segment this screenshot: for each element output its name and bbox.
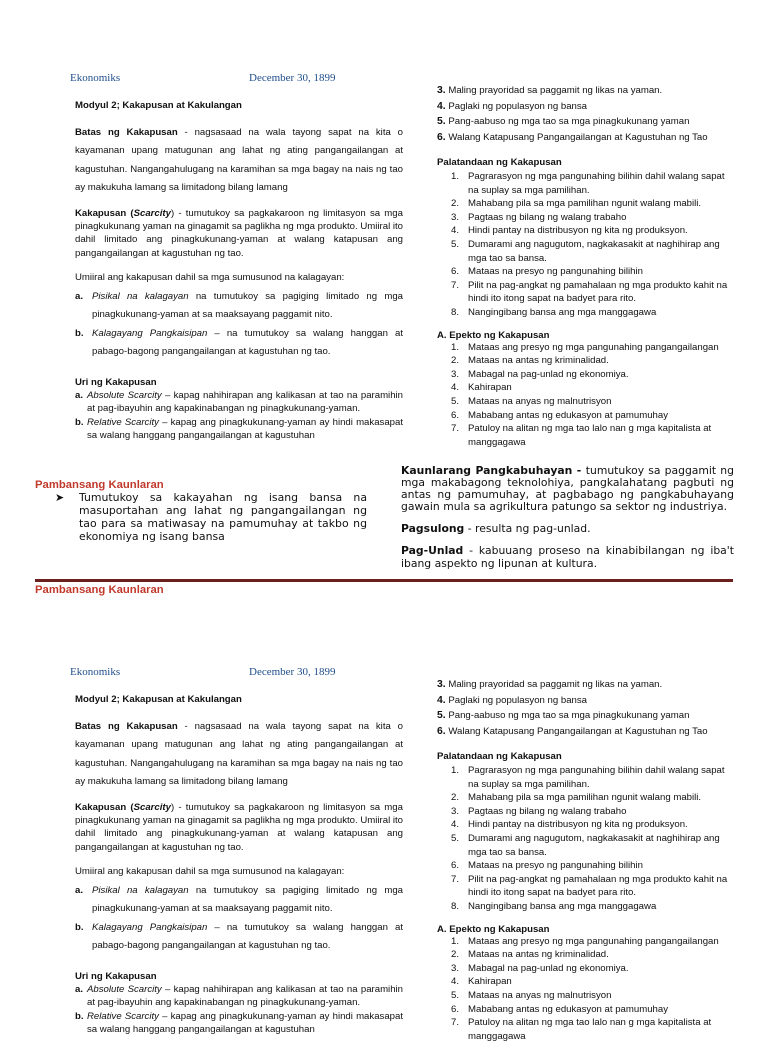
header-subject: Ekonomiks (70, 666, 121, 678)
list-item: b. Kalagayang Pangkaisipan – na tumutukoy sa walang hanggan at pabago-bagong pangangailangan at kagustuhan ng tao. (75, 327, 403, 358)
list-item: 5. Pang-aabuso ng mga tao sa mga pinagkukunang yaman (437, 116, 690, 127)
list-item: 2. Mataas na antas ng kriminalidad. (451, 355, 609, 367)
list-item: 3. Maling prayoridad sa paggamit ng likas na yaman. (437, 679, 663, 690)
list-item: 6. Walang Katapusang Pangangailangan at Kagustuhan ng Tao (437, 131, 708, 143)
uri-list (75, 389, 403, 443)
list-item: 7. Pilit na pag-angkat ng pamahalaan ng mga produkto kahit na hindi ito itong sapat na badyet para rito. (451, 279, 728, 305)
pagsulong-paragraph: Pagsulong - resulta ng pag-unlad. (401, 522, 591, 536)
module-title: Modyul 2; Kakapusan at Kakulangan (75, 694, 242, 705)
list-item: 3. Mabagal na pag-unlad ng ekonomiya. (451, 368, 629, 380)
list-item: 6. Mababang antas ng edukasyon at pamumuhay (451, 409, 669, 421)
list-item: 4. Kahirapan (451, 976, 512, 988)
list-item: 3. Pagtaas ng bilang ng walang trabaho (451, 805, 627, 817)
list-item: 5. Mataas na anyas ng malnutrisyon (451, 989, 612, 1001)
pambansa-bullet: ➤ Tumutukoy sa kakayahan ng isang bansa na masuportahan ang lahat ng pangangailangan ng tao para sa matiwasay na pamumuhay at takbo ng ekonomiya ng isang bansa (55, 491, 367, 543)
list-item: 4. Hindi pantay na distribusyon ng kita ng produksyon. (451, 225, 688, 237)
palatandaan-list (437, 170, 737, 320)
epekto-list (437, 341, 737, 450)
palatandaan-title: Palatandaan ng Kakapusan (437, 751, 562, 762)
list-item: 1. Pagrarasyon ng mga pangunahing bilihin dahil walang sapat na suplay sa mga pamilihan. (451, 765, 725, 790)
uri-list (75, 983, 403, 1037)
sanhi-list (437, 677, 737, 739)
list-item: 4. Paglaki ng populasyon ng bansa (437, 694, 588, 706)
list-item: a. Absolute Scarcity – kapag nahihirapan ang kalikasan at tao na paramihin at pag-ibayuhin ang kapakinabangan ng pinagkukunang-yaman. (75, 390, 403, 415)
list-item: 3. Pagtaas ng bilang ng walang trabaho (451, 211, 627, 223)
pagunlad-paragraph: Pag-Unlad - kabuuang proseso na kinabibilangan ng iba't ibang aspekto ng lipunan at kultura. (401, 544, 734, 570)
umiiral-intro: Umiiral ang kakapusan dahil sa mga sumusunod na kalagayan: (75, 866, 345, 878)
list-item: 4. Hindi pantay na distribusyon ng kita ng produksyon. (451, 819, 688, 831)
right-column (437, 83, 737, 449)
epekto-title: A. Epekto ng Kakapusan (437, 923, 550, 935)
list-item: 2. Mataas na antas ng kriminalidad. (451, 949, 609, 961)
list-item: b. Kalagayang Pangkaisipan – na tumutukoy sa walang hanggan at pabago-bagong pangangailangan at kagustuhan ng tao. (75, 921, 403, 952)
list-item: 4. Paglaki ng populasyon ng bansa (437, 100, 588, 112)
umiiral-list (75, 288, 403, 362)
section-divider (35, 579, 733, 582)
header-date: December 30, 1899 (249, 72, 336, 84)
list-item: b. Relative Scarcity – kapag ang pinagkukunang-yaman ay hindi makasapat sa walang hanggang pangangailangan at kagustuhan (75, 416, 403, 442)
list-item: 1. Pagrarasyon ng mga pangunahing bilihin dahil walang sapat na suplay sa mga pamilihan. (451, 171, 725, 196)
uri-section (75, 970, 403, 1037)
list-item: 6. Mababang antas ng edukasyon at pamumuhay (451, 1003, 669, 1015)
epekto-title: A. Epekto ng Kakapusan (437, 329, 550, 341)
epekto-list (437, 935, 737, 1043)
kakapusan-paragraph: Kakapusan (Scarcity) - tumutukoy sa pagkakaroon ng limitasyon sa mga pinagkukunang yaman na ginagamit sa paglikha ng mga produkto. Umiiral ito dahil limitado ang pinagkukunang-yaman at walang katapusan ang pangangailangan at kagustuhan ng tao. (75, 801, 403, 853)
right-column (437, 677, 737, 1043)
left-column (75, 691, 403, 1037)
palatandaan-list (437, 764, 737, 914)
list-item: 3. Mabagal na pag-unlad ng ekonomiya. (451, 962, 629, 974)
list-item: 2. Mahabang pila sa mga pamilihan ngunit walang mabili. (451, 792, 702, 804)
sanhi-list (437, 83, 737, 145)
arrow-bullet-icon: ➤ (55, 491, 65, 504)
uri-title: Uri ng Kakapusan (75, 376, 157, 388)
list-item: a. Pisikal na kalagayan na tumutukoy sa pagiging limitado ng mga pinagkukunang-yaman at sa maaksayang paggamit nito. (75, 290, 403, 321)
header-date: December 30, 1899 (249, 666, 336, 678)
pambansa-title: Pambansang Kaunlaran (35, 479, 164, 491)
kaunlarang-paragraph: Kaunlarang Pangkabuhayan - tumutukoy sa paggamit ng mga makabagong teknolohiya, pangkalahatang pagbuti ng antas ng pamumuhay, at pagbabago ng pangkabuhayang gawain mula sa agrikultura patungo sa sektor ng industriya. (401, 464, 734, 514)
list-item: 6. Walang Katapusang Pangangailangan at Kagustuhan ng Tao (437, 725, 708, 737)
batas-paragraph: Batas ng Kakapusan - nagsasaad na wala tayong sapat na kita o kayamanan upang matugunan ang lahat ng ating pangangailangan at kagustuhan. Nangangahulugang na karamihan sa mga bagay na nais ng tao ay makukuha lamang sa limitadong bilang lamang (75, 126, 403, 193)
list-item: 3. Maling prayoridad sa paggamit ng likas na yaman. (437, 85, 663, 96)
left-column (75, 97, 403, 443)
kaunlarang-section (401, 465, 734, 580)
list-item: 5. Pang-aabuso ng mga tao sa mga pinagkukunang yaman (437, 710, 690, 721)
module-title: Modyul 2; Kakapusan at Kakulangan (75, 100, 242, 111)
list-item: a. Pisikal na kalagayan na tumutukoy sa pagiging limitado ng mga pinagkukunang-yaman at sa maaksayang paggamit nito. (75, 884, 403, 915)
list-item: 5. Dumarami ang nagugutom, nagkakasakit at naghihirap ang mga tao sa bansa. (451, 832, 720, 858)
list-item: 7. Patuloy na alitan ng mga tao lalo nan g mga kapitalista at manggagawa (451, 423, 712, 448)
header-subject: Ekonomiks (70, 72, 121, 84)
umiiral-list (75, 882, 403, 956)
list-item: 2. Mahabang pila sa mga pamilihan ngunit walang mabili. (451, 198, 702, 210)
list-item: 5. Dumarami ang nagugutom, nagkakasakit at naghihirap ang mga tao sa bansa. (451, 238, 720, 264)
list-item: 4. Kahirapan (451, 382, 512, 394)
palatandaan-title: Palatandaan ng Kakapusan (437, 157, 562, 168)
list-item: 6. Mataas na presyo ng pangunahing bilihin (451, 266, 643, 278)
list-item: b. Relative Scarcity – kapag ang pinagkukunang-yaman ay hindi makasapat sa walang hanggang pangangailangan at kagustuhan (75, 1010, 403, 1036)
list-item: 8. Nangingibang bansa ang mga manggagawa (451, 306, 657, 318)
list-item: 6. Mataas na presyo ng pangunahing bilihin (451, 860, 643, 872)
list-item: 7. Patuloy na alitan ng mga tao lalo nan g mga kapitalista at manggagawa (451, 1017, 712, 1042)
pambansa-footer-title: Pambansang Kaunlaran (35, 584, 164, 596)
uri-section (75, 376, 403, 443)
page-copy-2 (0, 594, 768, 1042)
umiiral-intro: Umiiral ang kakapusan dahil sa mga sumusunod na kalagayan: (75, 272, 345, 284)
list-item: 7. Pilit na pag-angkat ng pamahalaan ng mga produkto kahit na hindi ito itong sapat na badyet para rito. (451, 873, 728, 899)
list-item: 5. Mataas na anyas ng malnutrisyon (451, 395, 612, 407)
list-item: 1. Mataas ang presyo ng mga pangunahing pangangailangan (451, 341, 719, 353)
kakapusan-paragraph: Kakapusan (Scarcity) - tumutukoy sa pagkakaroon ng limitasyon sa mga pinagkukunang yaman na ginagamit sa paglikha ng mga produkto. Umiiral ito dahil limitado ang pinagkukunang-yaman at walang katapusan ang pangangailangan at kagustuhan ng tao. (75, 207, 403, 259)
list-item: 8. Nangingibang bansa ang mga manggagawa (451, 900, 657, 912)
list-item: a. Absolute Scarcity – kapag nahihirapan ang kalikasan at tao na paramihin at pag-ibayuhin ang kapakinabangan ng pinagkukunang-yaman. (75, 984, 403, 1009)
uri-title: Uri ng Kakapusan (75, 970, 157, 982)
batas-paragraph: Batas ng Kakapusan - nagsasaad na wala tayong sapat na kita o kayamanan upang matugunan ang lahat ng ating pangangailangan at kagustuhan. Nangangahulugang na karamihan sa mga bagay na nais ng tao ay makukuha lamang sa limitadong bilang lamang (75, 720, 403, 787)
list-item: 1. Mataas ang presyo ng mga pangunahing pangangailangan (451, 935, 719, 947)
